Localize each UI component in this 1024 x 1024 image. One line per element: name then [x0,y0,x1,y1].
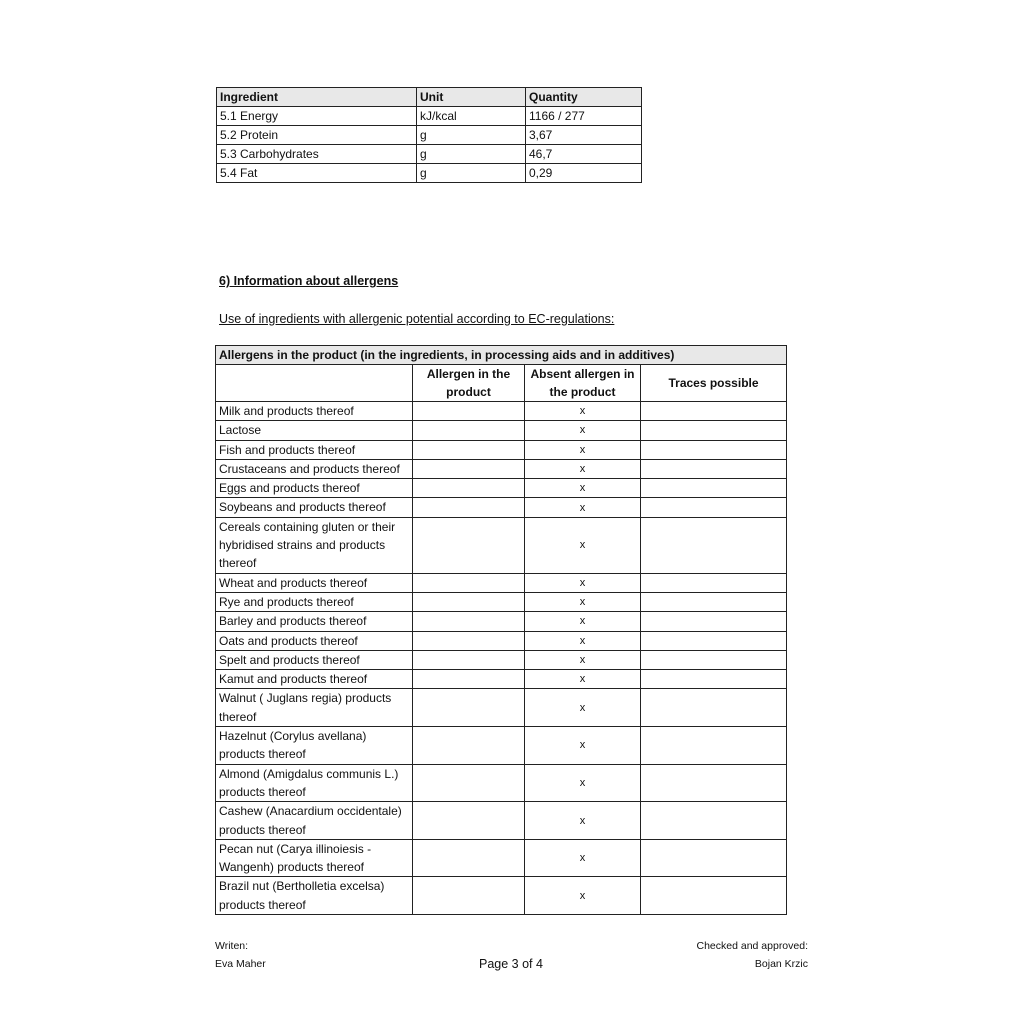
page-number: Page 3 of 4 [479,957,543,971]
allergen-present-cell [413,402,525,421]
allergen-row [216,421,787,440]
allergen-row [216,402,787,421]
allergen-name-cell: Lactose [216,421,413,440]
section-title: 6) Information about allergens [219,274,399,288]
allergen-name-cell: Fish and products thereof [216,440,413,459]
traces-possible-cell [641,802,787,840]
traces-possible-cell [641,689,787,727]
traces-possible-cell [641,612,787,631]
absent-allergen-mark: x [525,689,641,727]
absent-allergen-mark: x [525,612,641,631]
allergen-present-cell [413,839,525,877]
header-ingredient: Ingredient [217,88,417,107]
absent-allergen-mark: x [525,802,641,840]
allergen-present-cell [413,573,525,592]
nutrition-row [217,107,642,126]
traces-possible-cell [641,877,787,915]
absent-allergen-mark: x [525,650,641,669]
allergen-present-cell [413,689,525,727]
footer-checked-label: Checked and approved: [696,940,808,952]
nutrition-row [217,164,642,183]
header-traces-possible: Traces possible [641,365,787,402]
allergen-present-cell [413,802,525,840]
allergen-name-cell: Milk and products thereof [216,402,413,421]
traces-possible-cell [641,402,787,421]
allergen-name-cell: Crustaceans and products thereof [216,459,413,478]
allergen-row [216,670,787,689]
absent-allergen-mark: x [525,479,641,498]
allergen-name-cell: Soybeans and products thereof [216,498,413,517]
absent-allergen-mark: x [525,402,641,421]
absent-allergen-mark: x [525,764,641,802]
nutrition-ingredient-cell: 5.2 Protein [217,126,417,145]
allergen-present-cell [413,592,525,611]
allergen-row [216,479,787,498]
section-subtitle: Use of ingredients with allergenic potential according to EC-regulations: [219,312,615,326]
allergen-row [216,517,787,573]
allergen-present-cell [413,650,525,669]
nutrition-header-row [217,88,642,107]
absent-allergen-mark: x [525,727,641,765]
allergen-name-cell: Walnut ( Juglans regia) products thereof [216,689,413,727]
nutrition-ingredient-cell: 5.1 Energy [217,107,417,126]
allergen-name-cell: Rye and products thereof [216,592,413,611]
traces-possible-cell [641,459,787,478]
header-allergen-in-product: Allergen in the product [413,365,525,402]
allergen-name-cell: Barley and products thereof [216,612,413,631]
allergen-name-cell: Wheat and products thereof [216,573,413,592]
allergen-table [215,345,787,915]
allergen-column-header-row [216,365,787,402]
allergen-row [216,764,787,802]
header-unit: Unit [417,88,526,107]
allergen-present-cell [413,877,525,915]
nutrition-ingredient-cell: 5.3 Carbohydrates [217,145,417,164]
traces-possible-cell [641,573,787,592]
nutrition-ingredient-cell: 5.4 Fat [217,164,417,183]
absent-allergen-mark: x [525,498,641,517]
absent-allergen-mark: x [525,573,641,592]
absent-allergen-mark: x [525,670,641,689]
header-quantity: Quantity [526,88,642,107]
absent-allergen-mark: x [525,517,641,573]
header-absent-allergen: Absent allergen in the product [525,365,641,402]
absent-allergen-mark: x [525,440,641,459]
nutrition-row [217,126,642,145]
allergen-row [216,877,787,915]
allergen-present-cell [413,440,525,459]
absent-allergen-mark: x [525,459,641,478]
traces-possible-cell [641,440,787,459]
allergen-present-cell [413,479,525,498]
traces-possible-cell [641,764,787,802]
allergen-name-cell: Almond (Amigdalus communis L.) products thereof [216,764,413,802]
footer-written-label: Writen: [215,940,249,952]
nutrition-table [216,87,642,183]
allergen-row [216,727,787,765]
allergen-present-cell [413,727,525,765]
allergen-name-cell: Spelt and products thereof [216,650,413,669]
traces-possible-cell [641,592,787,611]
allergen-name-cell: Brazil nut (Bertholletia excelsa) products thereof [216,877,413,915]
allergen-present-cell [413,421,525,440]
nutrition-row [217,145,642,164]
absent-allergen-mark: x [525,592,641,611]
allergen-name-cell: Oats and products thereof [216,631,413,650]
allergen-row [216,440,787,459]
traces-possible-cell [641,670,787,689]
absent-allergen-mark: x [525,421,641,440]
nutrition-quantity-cell: 0,29 [526,164,642,183]
allergen-row [216,650,787,669]
traces-possible-cell [641,498,787,517]
allergen-row [216,459,787,478]
allergen-row [216,689,787,727]
absent-allergen-mark: x [525,839,641,877]
allergen-row [216,573,787,592]
traces-possible-cell [641,517,787,573]
allergen-row [216,498,787,517]
allergen-row [216,802,787,840]
footer-checked-name: Bojan Krzic [754,958,808,970]
absent-allergen-mark: x [525,877,641,915]
allergen-present-cell [413,498,525,517]
allergen-table-title: Allergens in the product (in the ingredients, in processing aids and in additives) [216,346,787,365]
allergen-name-cell: Eggs and products thereof [216,479,413,498]
absent-allergen-mark: x [525,631,641,650]
nutrition-quantity-cell: 46,7 [526,145,642,164]
nutrition-unit-cell: g [417,164,526,183]
allergen-row [216,612,787,631]
footer-written-name: Eva Maher [215,958,266,970]
allergen-name-cell: Hazelnut (Corylus avellana) products thereof [216,727,413,765]
traces-possible-cell [641,650,787,669]
nutrition-quantity-cell: 1166 / 277 [526,107,642,126]
allergen-present-cell [413,459,525,478]
traces-possible-cell [641,631,787,650]
allergen-name-cell: Pecan nut (Carya illinoiesis - Wangenh) products thereof [216,839,413,877]
traces-possible-cell [641,727,787,765]
traces-possible-cell [641,421,787,440]
traces-possible-cell [641,479,787,498]
nutrition-unit-cell: kJ/kcal [417,107,526,126]
allergen-row [216,592,787,611]
allergen-present-cell [413,631,525,650]
allergen-present-cell [413,517,525,573]
traces-possible-cell [641,839,787,877]
header-empty [216,365,413,402]
allergen-title-row [216,346,787,365]
nutrition-quantity-cell: 3,67 [526,126,642,145]
allergen-present-cell [413,764,525,802]
allergen-name-cell: Cashew (Anacardium occidentale) products thereof [216,802,413,840]
nutrition-unit-cell: g [417,145,526,164]
nutrition-unit-cell: g [417,126,526,145]
allergen-name-cell: Cereals containing gluten or their hybridised strains and products thereof [216,517,413,573]
allergen-row [216,631,787,650]
allergen-row [216,839,787,877]
allergen-present-cell [413,612,525,631]
allergen-present-cell [413,670,525,689]
allergen-name-cell: Kamut and products thereof [216,670,413,689]
